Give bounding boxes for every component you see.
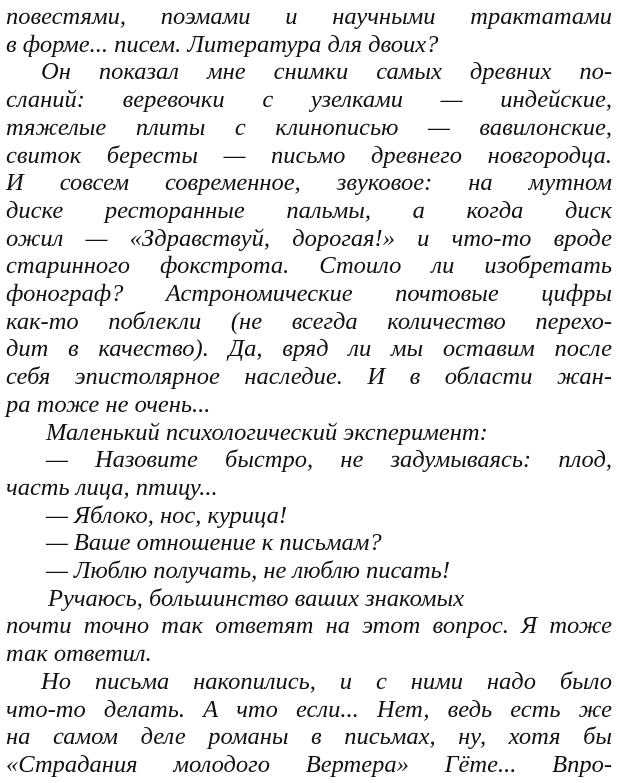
text-line: Он показал мне снимки самых древних по- xyxy=(41,58,612,86)
text-line: фонограф? Астрономические почтовые цифры xyxy=(6,280,612,307)
text-line: Маленький психологический эксперимент: xyxy=(46,418,488,446)
text-line: дит в качество). Да, вряд ли мы оставим после xyxy=(6,335,612,363)
text-line: ра тоже не очень... xyxy=(6,390,211,418)
text-line: на самом деле романы в письмах, ну, хотя бы xyxy=(6,723,612,751)
text-line: что-то делать. А что если... Нет, ведь есть же xyxy=(6,695,612,723)
text-line: себя эпистолярное наследие. И в области жан- xyxy=(6,363,612,391)
text-line: И совсем современное, звуковое: на мутном xyxy=(6,169,612,197)
text-line: в форме... писем. Литература для двоих? xyxy=(6,30,439,58)
text-line: тяжелые плиты с клинописью — вавилонские, xyxy=(6,113,612,141)
text-line: Но письма накопились, и с ними надо было xyxy=(41,667,612,695)
text-line: часть лица, птицу... xyxy=(6,473,218,501)
text-line: почти точно так ответят на этот вопрос. Я тоже xyxy=(6,612,612,640)
text-line: ожил — «Здравствуй, дорогая!» и что-то вроде xyxy=(6,224,612,252)
text-line: свиток бересты — письмо древнего новгородца. xyxy=(6,141,612,169)
text-line: Ручаюсь, большинство ваших знакомых xyxy=(48,584,464,612)
text-line: «Страдания молодого Вертера» Гёте... Впро- xyxy=(6,750,612,778)
text-line: как-то поблекли (не всегда количество перехо- xyxy=(6,307,612,335)
text-line: старинного фокстрота. Стоило ли изобретать xyxy=(6,252,612,280)
text-line: — Яблоко, нос, курица! xyxy=(46,501,287,529)
text-line: — Ваше отношение к письмам? xyxy=(46,529,382,557)
text-line: так ответил. xyxy=(6,640,152,668)
text-line: — Люблю получать, не люблю писать! xyxy=(46,557,450,584)
text-line: диске ресторанные пальмы, а когда диск xyxy=(6,196,612,224)
text-line: — Назовите быстро, не задумываясь: плод, xyxy=(46,446,612,474)
text-line: сланий: веревочки с узелками — индейские, xyxy=(6,86,612,114)
text-line: повестями, поэмами и научными трактатами xyxy=(6,3,612,30)
